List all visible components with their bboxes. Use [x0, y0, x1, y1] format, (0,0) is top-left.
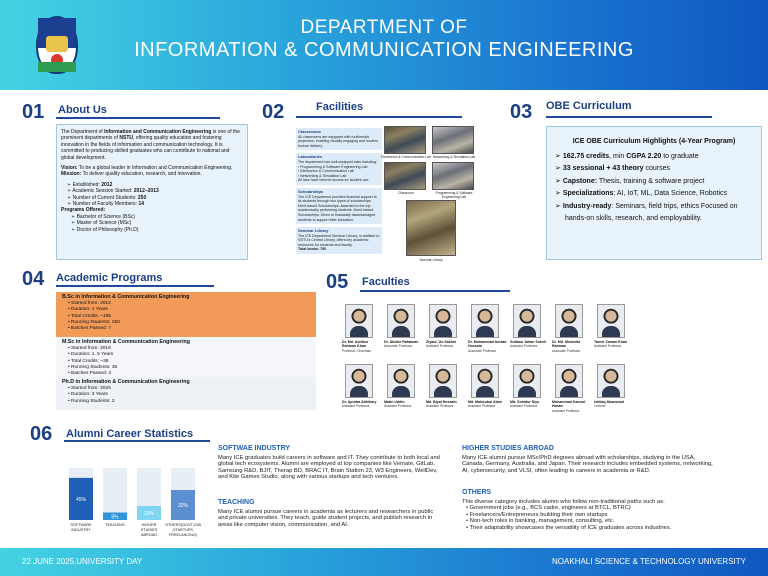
caption-electronics-lab: Electronics & Communication Lab	[381, 155, 431, 159]
bar-category-label: FREELANCING)	[168, 533, 198, 537]
section-title-facilities: Facilities	[316, 101, 364, 113]
faculty-role: Assistant Professor	[426, 344, 454, 349]
bar-value-label: 8%	[111, 514, 119, 521]
photo-networking-lab	[432, 126, 474, 154]
section-number-faculties: 05	[326, 271, 349, 293]
program-msc: M.Sc in Information & Communication Engineering • Started from: 2018 • Duration: 1. 5 Years • Total Credits: ~38 • Running Students: 35 • Batches Passed: 3	[56, 337, 316, 377]
obe-item: ➢ Industry-ready: Seminars, field trips, ethics Focused on hands-on skills, research, and employability.	[555, 201, 753, 226]
caption-classroom: Classroom	[398, 191, 414, 195]
faculty-photo	[597, 364, 625, 398]
faculty-card	[552, 364, 592, 413]
fact-item: ➢ Established: 2012	[67, 182, 243, 188]
section-title-programs: Academic Programs	[56, 272, 163, 284]
section-underline	[56, 285, 214, 287]
faculty-card	[426, 364, 466, 409]
bar-track	[103, 468, 127, 520]
faculty-photo	[597, 304, 625, 338]
photo-electronics-lab	[384, 126, 426, 154]
faculty-role: Assistant Professor	[384, 404, 412, 409]
obe-item: ➢ Capstone: Thesis, training & software project	[555, 176, 753, 189]
bar-category-label: STUDIES	[140, 528, 158, 532]
section-number-programs: 04	[22, 268, 45, 290]
labs-block: Laboratories The department has well-equipped labs including: › Programming & Software Engineering Lab › Electronics & Communication Lab › Networking & Simulation Lab All labs have internet access for student use.	[296, 153, 382, 185]
footer-banner	[0, 548, 768, 576]
faculty-photo	[555, 364, 583, 398]
faculty-name: Md. Mahbubul Alam	[468, 400, 502, 404]
faculty-card	[468, 304, 508, 353]
faculty-photo	[471, 364, 499, 398]
about-vision-mission: Vision: To be a global leader in Information and Communication Engineering. Mission: To deliver quality education, research, and innovation.	[61, 165, 233, 178]
bar-value-label: 15%	[143, 510, 155, 517]
bar-category-label: TEACHING	[105, 523, 125, 527]
faculty-photo	[513, 304, 541, 338]
faculty-photo	[387, 304, 415, 338]
about-intro: The Department of Information and Communication Engineering is one of the prominent departments of NSTU, offering quality education and fostering innovation in the fields of information and communication technology. It is committed to producing skilled graduates who can contribute to national and global development.	[61, 129, 240, 161]
programs-offered-label: Programs Offered:	[61, 207, 106, 214]
program-bsc: B.Sc in Information & Communication Engineering • Started from: 2012 • Duration: 4 Years • Total Credits: ~165 • Running Students: 250 • Batches Passed: 7	[56, 292, 316, 337]
faculty-card	[510, 364, 550, 409]
footer-date: 22 JUNE 2025,UNIVERSITY DAY	[22, 557, 143, 566]
faculty-card	[510, 304, 550, 349]
faculty-role: Assistant Professor	[426, 404, 454, 409]
faculty-photo	[513, 364, 541, 398]
alumni-bar-chart	[56, 450, 201, 546]
faculty-photo	[555, 304, 583, 338]
photo-seminar-library	[406, 200, 456, 256]
facilities-column	[296, 128, 382, 257]
photo-classroom	[384, 162, 426, 190]
faculty-role: Assistant Professor	[510, 344, 538, 349]
classrooms-block: Classrooms All classrooms are equipped with multimedia projectors, enabling visually engaging and modern lecture delivery.	[296, 128, 382, 150]
faculty-name: Tanvir Zaman Khan	[594, 340, 628, 344]
bar-category-label: ,STARTUPS,	[171, 528, 195, 532]
section-number-facilities: 02	[262, 101, 285, 123]
alumni-software: SOFTWAE INDUSTRY Many ICE graduates build careers in software and IT. They contribute to both local and global tech ecosystems. Alumni are employed at top companies like Vemate, GitLab, Samsung R&D, BJIT, Therap BD, BRAC IT, Brain Station 23, W3 Engineers, WellDev, and Kite Games Studio, along with various startups and tech ventures.	[218, 445, 440, 481]
faculty-name: Dr. Apurba Adhikary	[342, 400, 377, 404]
university-seal-icon	[36, 16, 78, 74]
faculty-card	[594, 364, 634, 409]
faculty-role: Assistant Professor	[594, 344, 622, 349]
faculty-name: Dr. Mohammad Amzad Hossain	[468, 340, 507, 349]
faculty-name: Ziyaul- Ue-Sakhin	[426, 340, 457, 344]
bar-value-label: 45%	[75, 496, 87, 503]
fact-item: ➢ Number of Faculty Members: 14	[67, 201, 243, 207]
alumni-others: OTHERS This diverse category includes alumni who follow non-traditional paths such as: • Government jobs (e.g., BCS cadre, engineers at BTCL, BTRC) • Freelancers/Entrepreneurs building their own startups • Non-tech roles in banking, management, consulting, etc. • Their adaptability showcases the versatility of ICE graduates across industries.	[462, 490, 714, 532]
faculty-card	[468, 364, 508, 409]
faculty-role: Lecturer	[594, 404, 606, 409]
section-number-about: 01	[22, 101, 45, 123]
faculty-card	[552, 304, 592, 353]
faculty-role: Assistant Professor	[552, 408, 580, 413]
bar-category-label: SOFTWARE	[70, 523, 92, 527]
section-title-obe: OBE Curriculum	[546, 100, 632, 112]
page-title-line1: DEPARTMENT OF	[300, 17, 468, 38]
program-phd: Ph.D in Information & Communication Engineering • Started from: 2025 • Duration: 3 Years • Running Students: 2	[56, 377, 316, 410]
faculty-name: Md. Sohidur Siyu	[510, 400, 540, 404]
faculty-name: Dr. Md. Ashikur Rahman Khan	[342, 340, 369, 349]
section-underline	[296, 116, 462, 118]
section-number-obe: 03	[510, 101, 533, 123]
faculty-role: Professor, Chairman	[342, 348, 372, 353]
faculty-card	[342, 304, 382, 353]
obe-panel	[546, 126, 762, 260]
obe-item: ➢ 162.75 credits, min CGPA 2.20 to graduate	[555, 151, 753, 164]
faculty-card	[342, 364, 382, 409]
fact-item: ➢ Academic Session Started: 2012–2013	[67, 188, 243, 194]
faculty-role: Associate Professor	[552, 348, 581, 353]
faculty-photo	[345, 304, 373, 338]
alumni-teaching: TEACHING Many ICE alumni pursue careers in academia as lecturers and researchers in public and private universities. They teach, guide student projects, and publish research in areas like computer vision, communication, and AI.	[218, 499, 434, 528]
caption-seminar-library: Seminar Library	[419, 258, 443, 262]
alumni-higher-studies: HIGHER STUDIES ABROAD Many ICE alumni pursue MSc/PhD degrees abroad with scholarships, studying in the USA, Canada, Germany, Australia, and Japan. Their research includes embedded systems, networking, AI, cybersecurity, and VLSI, often leading to careers in academia or R&D.	[462, 445, 713, 474]
faculty-card	[384, 304, 424, 349]
program-item: ➢ Master of Science (MSc)	[67, 220, 243, 226]
about-panel	[56, 124, 248, 260]
program-item: ➢ Doctor of Philosophy (Ph.D)	[67, 227, 243, 233]
section-underline	[546, 116, 712, 118]
caption-programming-lab: Programming & Software Engineering Lab	[435, 191, 473, 199]
fact-item: ➢ Number of Current Students: 250	[67, 195, 243, 201]
obe-title: ICE OBE Curriculum Highlights (4-Year Program)	[572, 138, 736, 145]
bar-category-label: HIGHER	[141, 523, 157, 527]
section-underline	[56, 117, 220, 119]
section-title-alumni: Alumni Career Statistics	[66, 428, 194, 440]
faculty-role: Assistant Professor	[510, 404, 538, 409]
faculty-photo	[345, 364, 373, 398]
page-title-line2: INFORMATION & COMMUNICATION ENGINEERING	[134, 39, 634, 61]
faculty-card	[384, 364, 424, 409]
faculty-role: Associate Professor	[384, 344, 413, 349]
faculty-card	[594, 304, 634, 349]
bar-category-label: OTHERS(GOVT.JOB	[165, 523, 201, 527]
faculty-photo	[429, 364, 457, 398]
seminar-library-block: Seminar Library The ICE Department Seminar Library, in addition to NSTU's Central Library, offers key academic resources for students and faculty. Total books: 750	[296, 227, 382, 254]
faculty-photo	[429, 304, 457, 338]
faculty-name: Matin Uddin	[384, 400, 405, 404]
faculty-card	[426, 304, 466, 349]
obe-list	[555, 151, 753, 226]
header-banner	[0, 0, 768, 90]
faculty-name: Ishtiaq Ahammad	[594, 400, 624, 404]
faculty-name: Dr. Abidur Rahaman	[384, 340, 419, 344]
caption-networking-lab: Networking & Simulation Lab	[432, 155, 476, 159]
bar-value-label: 32%	[177, 503, 189, 510]
faculty-name: Mohammad Kamrul Hasan	[552, 400, 586, 409]
faculty-name: Md. Biyal Hossain	[426, 400, 457, 404]
obe-item: ➢ Specializations: AI, IoT, ML, Data Science, Robotics	[555, 188, 753, 201]
faculty-name: Sultana Jahan Soheli	[510, 340, 547, 344]
section-title-faculties: Faculties	[362, 276, 410, 288]
footer-university: NOAKHALI SCIENCE & TECHNOLOGY UNIVERSITY	[552, 557, 746, 566]
faculty-photo	[471, 304, 499, 338]
scholarships-block: Scholarships The ICE Department provides financial support to its students through two types of scholarships: Merit-based Scholarships: Awarded to the top academically performing students. Need-based Scholarships: Given to financially disadvantaged students to support their education.	[296, 188, 382, 224]
faculty-role: Assistant Professor	[468, 404, 496, 409]
section-underline	[64, 440, 210, 442]
faculty-role: Assistant Professor	[342, 404, 370, 409]
bar-category-label: INDUSTRY	[71, 528, 91, 532]
faculty-role: Associate Professor	[468, 348, 497, 353]
section-underline	[360, 290, 510, 292]
bar-category-label: ABROAD	[140, 533, 158, 537]
obe-item: ➢ 33 sessional + 43 theory courses	[555, 163, 753, 176]
faculty-photo	[387, 364, 415, 398]
about-facts	[61, 182, 243, 208]
faculty-name: Dr. Md. Mostofar Rahman	[552, 340, 581, 349]
section-number-alumni: 06	[30, 423, 53, 445]
program-item: ➢ Bachelor of Science (BSc)	[67, 214, 243, 220]
programs-offered-list	[61, 214, 243, 233]
photo-programming-lab	[432, 162, 474, 190]
section-title-about: About Us	[58, 104, 107, 116]
